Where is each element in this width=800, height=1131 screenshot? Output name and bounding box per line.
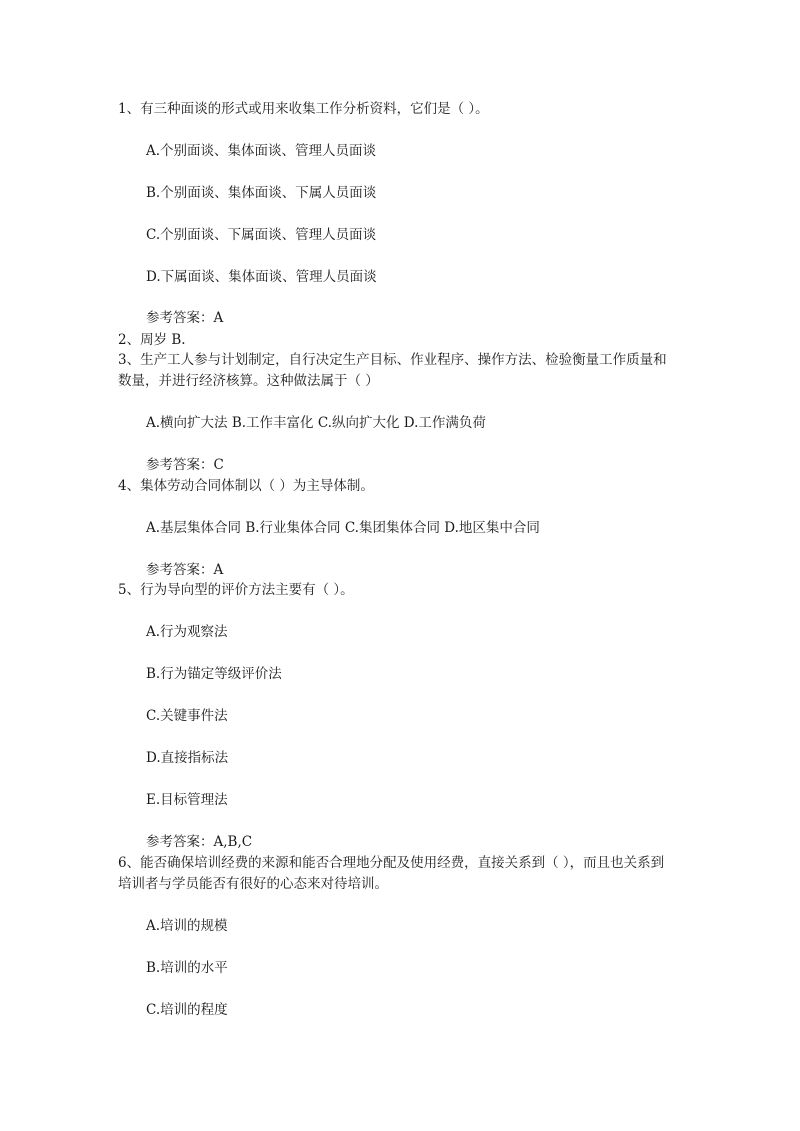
question-5-answer: 参考答案：A,B,C [146, 834, 253, 850]
question-5-option-e: E.目标管理法 [146, 792, 228, 808]
question-1-option-b: B.个别面谈、集体面谈、下属人员面谈 [146, 185, 377, 201]
question-6-option-b: B.培训的水平 [146, 960, 228, 976]
question-1-option-c: C.个别面谈、下属面谈、管理人员面谈 [146, 227, 377, 243]
question-6-stem-line-1: 6、能否确保培训经费的来源和能否合理地分配及使用经费，直接关系到（ ），而且也关系到 [118, 855, 665, 871]
question-1-option-d: D.下属面谈、集体面谈、管理人员面谈 [146, 269, 377, 285]
question-1-answer: 参考答案：A [146, 310, 224, 326]
question-5-stem: 5、行为导向型的评价方法主要有（ ）。 [118, 582, 354, 598]
question-6-stem-line-2: 培训者与学员能否有很好的心态来对待培训。 [118, 876, 388, 892]
question-3-stem-line-1: 3、生产工人参与计划制定，自行决定生产目标、作业程序、操作方法、检验衡量工作质量和 [118, 352, 667, 368]
question-4-answer: 参考答案：A [146, 562, 224, 578]
question-2-stem: 2、周岁 B. [118, 332, 186, 348]
question-5-option-b: B.行为锚定等级评价法 [146, 666, 282, 682]
question-5-option-d: D.直接指标法 [146, 750, 229, 766]
question-4-options: A.基层集体合同 B.行业集体合同 C.集团集体合同 D.地区集中合同 [146, 520, 540, 536]
question-5-option-a: A.行为观察法 [146, 624, 228, 640]
question-1-option-a: A.个别面谈、集体面谈、管理人员面谈 [146, 143, 377, 159]
question-5-option-c: C.关键事件法 [146, 708, 228, 724]
question-3-answer: 参考答案：C [146, 457, 224, 473]
question-6-option-c: C.培训的程度 [146, 1002, 228, 1018]
question-6-option-a: A.培训的规模 [146, 918, 228, 934]
question-3-options: A.横向扩大法 B.工作丰富化 C.纵向扩大化 D.工作满负荷 [146, 415, 486, 431]
question-3-stem-line-2: 数量，并进行经济核算。这种做法属于（ ） [118, 373, 379, 389]
question-1-stem: 1、有三种面谈的形式或用来收集工作分析资料，它们是（ ）。 [118, 101, 489, 117]
question-4-stem: 4、集体劳动合同体制以（ ）为主导体制。 [118, 478, 374, 494]
